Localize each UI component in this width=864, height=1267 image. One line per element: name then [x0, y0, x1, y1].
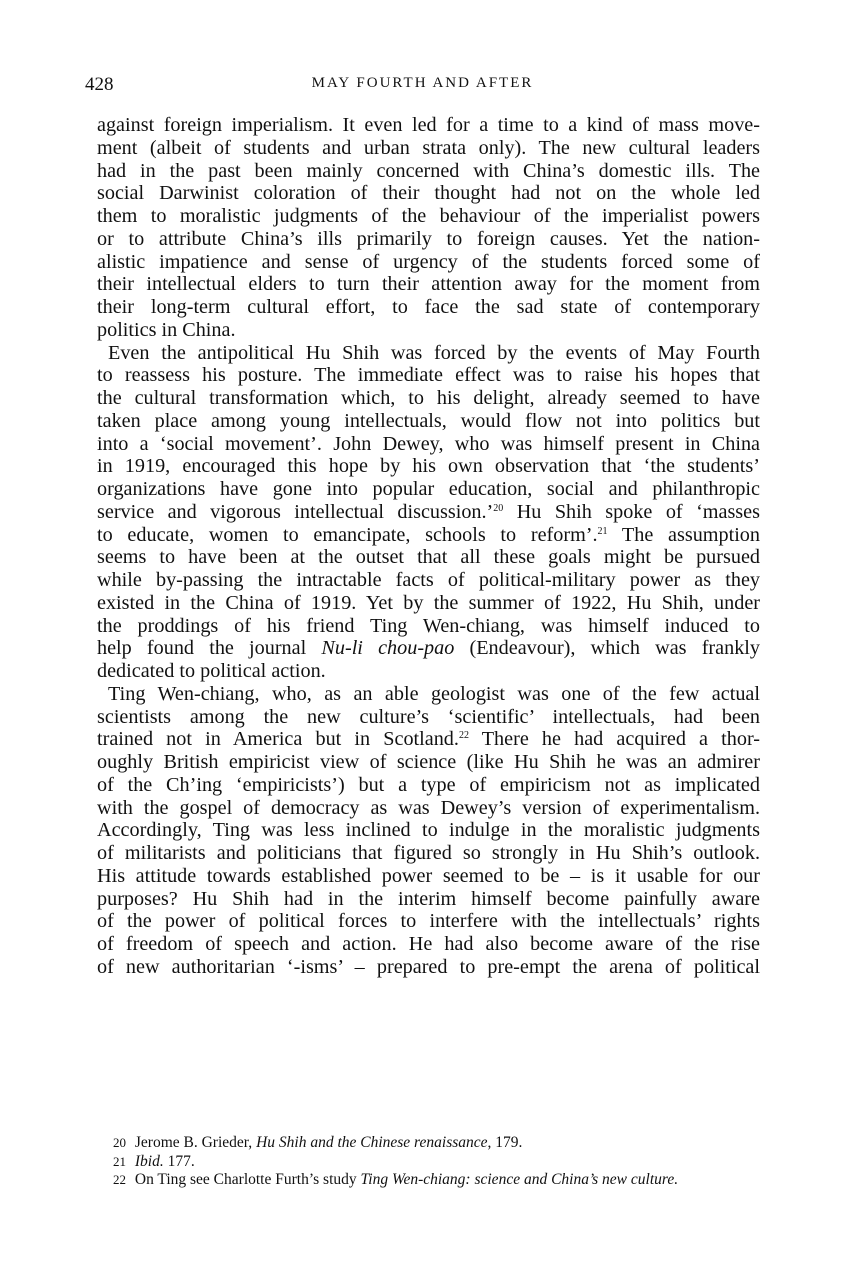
text-line: had in the past been mainly concerned with China’s domestic ills. The	[97, 159, 760, 182]
text-line: dedicated to political action.	[97, 660, 326, 682]
text-line: while by-passing the intractable facts of political-military power as they	[97, 569, 760, 591]
text-line: into a ‘social movement’. John Dewey, who was himself present in China	[97, 432, 760, 455]
text-line: of freedom of speech and action. He had also become aware of the rise	[97, 933, 760, 955]
text-line: existed in the China of 1919. Yet by the summer of 1922, Hu Shih, under	[97, 591, 760, 614]
footnote-ref-22[interactable]: 22	[458, 730, 469, 742]
text-line: Even the antipolitical Hu Shih was forced by the events of May Fourth	[108, 341, 760, 364]
cited-title: Hu Shih and the Chinese renaissance	[256, 1134, 488, 1151]
text-line: oughly British empiricist view of science (like Hu Shih he was an admirer	[97, 751, 760, 773]
text-fragment: trained not in America but in Scotland.	[97, 728, 459, 751]
text-fragment: service and vigorous intellectual discussion.’	[97, 500, 494, 523]
paragraph	[97, 114, 760, 342]
footnote-20	[113, 1134, 773, 1153]
text-fragment: There he had acquired a thor-	[468, 728, 760, 751]
text-line: or to attribute China’s ills primarily to foreign causes. Yet the nation-	[97, 227, 760, 250]
text-line: alistic impatience and sense of urgency of the students forced some of	[97, 250, 760, 273]
text-line: organizations have gone into popular education, social and philanthropic	[97, 478, 760, 500]
text-line	[97, 501, 760, 524]
text-line: Ting Wen-chiang, who, as an able geologist was one of the few actual	[108, 682, 760, 705]
text-line: to reassess his posture. The immediate effect was to raise his hopes that	[97, 364, 760, 387]
text-fragment: The assumption	[607, 523, 760, 546]
text-line: their long-term cultural effort, to face the sad state of contemporary	[97, 296, 760, 318]
text-line: of new authoritarian ‘-isms’ – prepared to pre-empt the arena of political	[97, 955, 760, 978]
text-line: taken place among young intellectuals, would flow not into politics but	[97, 409, 760, 432]
footnote-number: 22	[113, 1172, 126, 1187]
running-head	[85, 74, 760, 96]
text-line: with the gospel of democracy as was Dewey’s version of experimentalism.	[97, 796, 760, 819]
footnote-text: On Ting see Charlotte Furth’s study	[134, 1171, 361, 1188]
paragraph	[97, 683, 760, 979]
footnotes	[113, 1134, 773, 1190]
text-line: of the power of political forces to interfere with the intellectuals’ rights	[97, 910, 760, 933]
footnote-21	[113, 1153, 773, 1172]
text-line: purposes? Hu Shih had in the interim himself become painfully aware	[97, 887, 760, 910]
text-line	[97, 524, 760, 547]
text-fragment: to educate, women to emancipate, schools to reform’.	[97, 523, 598, 546]
page-number: 428	[85, 74, 114, 95]
text-line: seems to have been at the outset that all these goals might be pursued	[97, 546, 760, 569]
text-fragment: help found the journal	[97, 637, 322, 660]
text-line: them to moralistic judgments of the behaviour of the imperialist powers	[97, 205, 760, 227]
paragraph	[97, 342, 760, 683]
footnote-text: , 179.	[487, 1134, 523, 1151]
text-line: of militarists and politicians that figured so strongly in Hu Shih’s outlook.	[97, 842, 760, 864]
footnote-text: 177.	[163, 1152, 195, 1170]
footnote-number: 20	[113, 1135, 126, 1150]
text-line	[97, 637, 760, 660]
cited-title: Ibid.	[134, 1152, 164, 1170]
text-line: the proddings of his friend Ting Wen-chiang, was himself induced to	[97, 614, 760, 637]
text-line	[97, 728, 760, 751]
text-line: politics in China.	[97, 318, 236, 341]
cited-title: Ting Wen-chiang: science and China’s new culture.	[360, 1171, 679, 1188]
running-title: MAY FOURTH AND AFTER	[311, 75, 534, 91]
text-fragment: Hu Shih spoke of ‘masses	[503, 500, 760, 523]
footnote-number: 21	[113, 1153, 126, 1169]
text-line: their intellectual elders to turn their attention away for the moment from	[97, 273, 760, 296]
text-line: ment (albeit of students and urban strata only). The new cultural leaders	[97, 136, 760, 159]
footnote-text: Jerome B. Grieder,	[134, 1134, 257, 1151]
text-line: of the Ch’ing ‘empiricists’) but a type of empiricism not as implicated	[97, 773, 760, 796]
text-line: His attitude towards established power seemed to be – is it usable for our	[97, 864, 760, 887]
text-line: in 1919, encouraged this hope by his own observation that ‘the students’	[97, 455, 760, 478]
footnote-22	[113, 1171, 773, 1190]
text-line: social Darwinist coloration of their thought had not on the whole led	[97, 182, 760, 205]
text-line: scientists among the new culture’s ‘scientific’ intellectuals, had been	[97, 705, 760, 728]
text-line: the cultural transformation which, to his delight, already seemed to have	[97, 387, 760, 409]
footnote-ref-20[interactable]: 20	[493, 502, 504, 514]
journal-title: Nu-li chou-pao	[321, 637, 455, 660]
text-line: Accordingly, Ting was less inclined to indulge in the moralistic judgments	[97, 819, 760, 842]
footnote-ref-21[interactable]: 21	[597, 525, 608, 537]
text-fragment: (Endeavour), which was frankly	[454, 637, 760, 660]
body-text	[97, 114, 760, 979]
text-line: against foreign imperialism. It even led for a time to a kind of mass move-	[97, 114, 760, 136]
